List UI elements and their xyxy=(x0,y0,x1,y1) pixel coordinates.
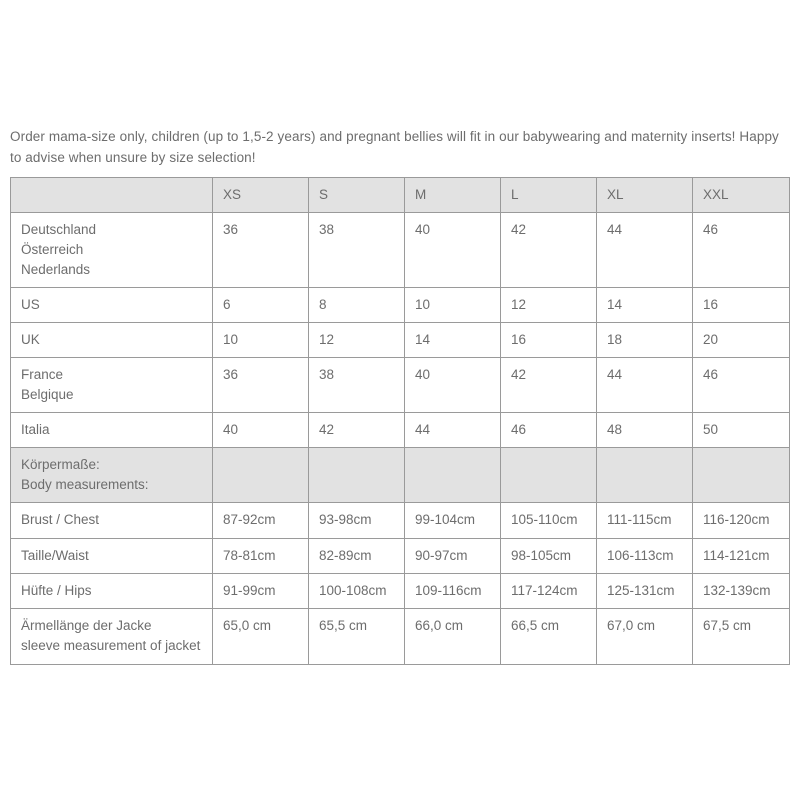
measurement-value-cell: 117-124cm xyxy=(501,574,597,609)
size-value-cell: 6 xyxy=(213,288,309,323)
section-header-line: Body measurements: xyxy=(21,477,149,492)
measurement-value-cell: 114-121cm xyxy=(693,539,790,574)
column-header-row xyxy=(11,178,790,213)
row-label-sleeve-length xyxy=(11,609,213,665)
empty-cell xyxy=(693,448,790,503)
size-row-uk xyxy=(11,323,790,358)
measurement-value-cell: 65,0 cm xyxy=(213,609,309,665)
measurement-value-cell: 109-116cm xyxy=(405,574,501,609)
measurement-value-cell: 132-139cm xyxy=(693,574,790,609)
column-header-s: S xyxy=(309,178,405,213)
column-header-m: M xyxy=(405,178,501,213)
section-header-line: Körpermaße: xyxy=(21,457,100,472)
measurement-row-chest xyxy=(11,503,790,539)
size-value-cell: 14 xyxy=(405,323,501,358)
row-label-line: sleeve measurement of jacket xyxy=(21,638,201,653)
size-value-cell: 12 xyxy=(309,323,405,358)
measurement-value-cell: 87-92cm xyxy=(213,503,309,539)
table-corner-cell xyxy=(11,178,213,213)
empty-cell xyxy=(501,448,597,503)
measurement-value-cell: 111-115cm xyxy=(597,503,693,539)
section-header-body-measurements xyxy=(11,448,213,503)
empty-cell xyxy=(405,448,501,503)
row-label-line: Ärmellänge der Jacke xyxy=(21,618,152,633)
row-label-waist: Taille/Waist xyxy=(11,539,213,574)
row-label-line: France xyxy=(21,367,64,382)
size-value-cell: 10 xyxy=(405,288,501,323)
measurement-row-sleeve-length xyxy=(11,609,790,665)
size-value-cell: 46 xyxy=(501,413,597,448)
row-label-hips: Hüfte / Hips xyxy=(11,574,213,609)
size-value-cell: 16 xyxy=(501,323,597,358)
empty-cell xyxy=(213,448,309,503)
size-value-cell: 20 xyxy=(693,323,790,358)
size-value-cell: 44 xyxy=(597,213,693,288)
size-row-germany-austria-netherlands xyxy=(11,213,790,288)
size-value-cell: 18 xyxy=(597,323,693,358)
column-header-xl: XL xyxy=(597,178,693,213)
size-value-cell: 8 xyxy=(309,288,405,323)
measurement-value-cell: 91-99cm xyxy=(213,574,309,609)
column-header-l: L xyxy=(501,178,597,213)
measurement-value-cell: 66,5 cm xyxy=(501,609,597,665)
measurement-value-cell: 100-108cm xyxy=(309,574,405,609)
row-label-germany-austria-netherlands xyxy=(11,213,213,288)
size-value-cell: 42 xyxy=(501,213,597,288)
size-value-cell: 10 xyxy=(213,323,309,358)
row-label-italy: Italia xyxy=(11,413,213,448)
measurement-value-cell: 78-81cm xyxy=(213,539,309,574)
size-value-cell: 42 xyxy=(309,413,405,448)
size-row-us xyxy=(11,288,790,323)
size-value-cell: 40 xyxy=(405,358,501,413)
row-label-france-belgium xyxy=(11,358,213,413)
size-row-italy xyxy=(11,413,790,448)
column-header-xxl: XXL xyxy=(693,178,790,213)
measurement-value-cell: 66,0 cm xyxy=(405,609,501,665)
measurement-value-cell: 82-89cm xyxy=(309,539,405,574)
size-value-cell: 36 xyxy=(213,213,309,288)
size-value-cell: 44 xyxy=(597,358,693,413)
section-header-row-body-measurements xyxy=(11,448,790,503)
empty-cell xyxy=(309,448,405,503)
size-value-cell: 16 xyxy=(693,288,790,323)
row-label-line: Deutschland xyxy=(21,222,97,237)
row-label-uk: UK xyxy=(11,323,213,358)
row-label-line: Nederlands xyxy=(21,262,91,277)
row-label-line: Belgique xyxy=(21,387,74,402)
measurement-value-cell: 67,0 cm xyxy=(597,609,693,665)
measurement-value-cell: 116-120cm xyxy=(693,503,790,539)
row-label-chest: Brust / Chest xyxy=(11,503,213,539)
size-value-cell: 40 xyxy=(405,213,501,288)
size-value-cell: 38 xyxy=(309,358,405,413)
measurement-row-waist xyxy=(11,539,790,574)
measurement-row-hips xyxy=(11,574,790,609)
size-value-cell: 12 xyxy=(501,288,597,323)
measurement-value-cell: 93-98cm xyxy=(309,503,405,539)
empty-cell xyxy=(597,448,693,503)
measurement-value-cell: 98-105cm xyxy=(501,539,597,574)
column-header-xs: XS xyxy=(213,178,309,213)
measurement-value-cell: 125-131cm xyxy=(597,574,693,609)
row-label-line: Österreich xyxy=(21,242,84,257)
size-value-cell: 14 xyxy=(597,288,693,323)
row-label-us: US xyxy=(11,288,213,323)
measurement-value-cell: 90-97cm xyxy=(405,539,501,574)
measurement-value-cell: 99-104cm xyxy=(405,503,501,539)
size-value-cell: 44 xyxy=(405,413,501,448)
size-chart-table xyxy=(10,177,790,665)
measurement-value-cell: 106-113cm xyxy=(597,539,693,574)
intro-text: Order mama-size only, children (up to 1,5-2 years) and pregnant bellies will fit in our babywearing and maternity inserts! Happy to advise when unsure by size selection! xyxy=(10,129,779,165)
size-value-cell: 42 xyxy=(501,358,597,413)
size-value-cell: 46 xyxy=(693,358,790,413)
measurement-value-cell: 67,5 cm xyxy=(693,609,790,665)
measurement-value-cell: 105-110cm xyxy=(501,503,597,539)
measurement-value-cell: 65,5 cm xyxy=(309,609,405,665)
size-value-cell: 50 xyxy=(693,413,790,448)
size-value-cell: 40 xyxy=(213,413,309,448)
size-value-cell: 46 xyxy=(693,213,790,288)
size-value-cell: 38 xyxy=(309,213,405,288)
size-value-cell: 48 xyxy=(597,413,693,448)
size-row-france-belgium xyxy=(11,358,790,413)
size-value-cell: 36 xyxy=(213,358,309,413)
